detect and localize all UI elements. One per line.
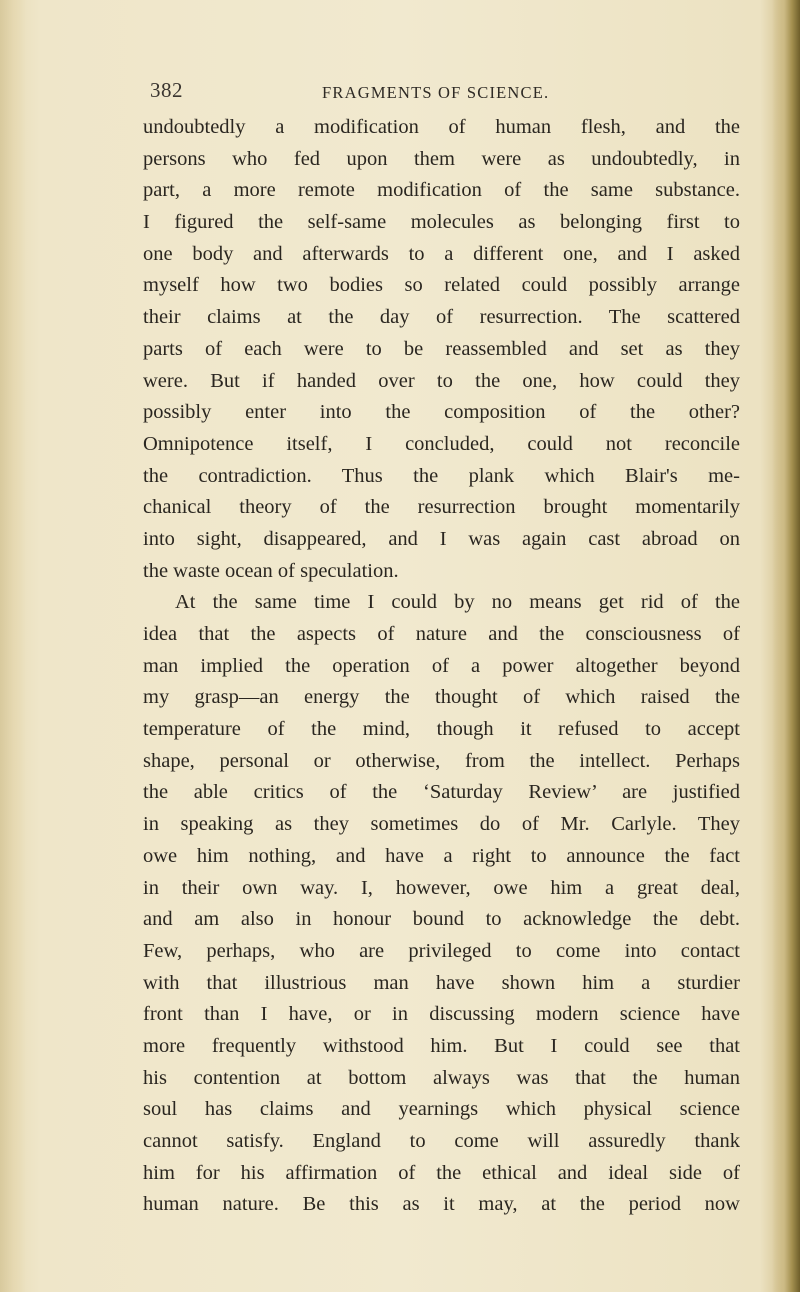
text-line: the contradiction. Thus the plank which Blair's me- <box>143 464 740 487</box>
text-line: front than I have, or in discussing modern science have <box>143 1003 740 1026</box>
text-line: chanical theory of the resurrection brought momentarily <box>143 496 740 519</box>
text-line: owe him nothing, and have a right to announce the fact <box>143 844 740 867</box>
text-line: soul has claims and yearnings which physical science <box>143 1098 740 1121</box>
text-line: Few, perhaps, who are privileged to come into contact <box>143 939 740 962</box>
text-line: I figured the self-same molecules as belonging first to <box>143 211 740 234</box>
text-line: undoubtedly a modification of human flesh, and the <box>143 116 740 138</box>
body-text <box>143 112 740 1221</box>
text-line: possibly enter into the composition of the other? <box>143 401 740 424</box>
text-line: shape, personal or otherwise, from the intellect. Perhaps <box>143 749 740 772</box>
text-line: their claims at the day of resurrection. The scattered <box>143 306 740 329</box>
page-header <box>0 78 800 108</box>
text-line: into sight, disappeared, and I was again cast abroad on <box>143 527 740 550</box>
text-line: cannot satisfy. England to come will assuredly thank <box>143 1130 740 1152</box>
page-gutter-shadow <box>0 0 26 1292</box>
text-line: my grasp—an energy the thought of which raised the <box>143 686 740 709</box>
text-line: his contention at bottom always was that the human <box>143 1066 740 1089</box>
paragraph-end-line: the waste ocean of speculation. <box>143 559 399 582</box>
text-line: persons who fed upon them were as undoubtedly, in <box>143 147 740 170</box>
running-head: FRAGMENTS OF SCIENCE. <box>322 83 550 102</box>
text-line: idea that the aspects of nature and the consciousness of <box>143 623 740 645</box>
text-line: more frequently withstood him. But I could see that <box>143 1034 740 1057</box>
text-line: the able critics of the ‘Saturday Review’ are justified <box>143 781 740 804</box>
text-line: Omnipotence itself, I concluded, could not reconcile <box>143 432 740 455</box>
text-line: temperature of the mind, though it refused to accept <box>143 718 740 741</box>
page-edge-shadow <box>772 0 800 1292</box>
page-number: 382 <box>150 78 183 102</box>
text-line: were. But if handed over to the one, how could they <box>143 369 740 392</box>
text-line: myself how two bodies so related could possibly arrange <box>143 274 740 297</box>
text-line: man implied the operation of a power altogether beyond <box>143 654 740 677</box>
text-line: in speaking as they sometimes do of Mr. Carlyle. They <box>143 813 740 836</box>
text-line: in their own way. I, however, owe him a great deal, <box>143 876 740 899</box>
text-line: him for his affirmation of the ethical and ideal side of <box>143 1161 740 1184</box>
text-line: and am also in honour bound to acknowledge the debt. <box>143 908 740 931</box>
text-line: human nature. Be this as it may, at the period now <box>143 1193 740 1216</box>
text-line: part, a more remote modification of the same substance. <box>143 179 740 202</box>
text-line: one body and afterwards to a different one, and I asked <box>143 242 740 265</box>
text-line: parts of each were to be reassembled and set as they <box>143 337 740 360</box>
paragraph-start-line: At the same time I could by no means get rid of the <box>175 591 740 614</box>
text-line: with that illustrious man have shown him a sturdier <box>143 971 740 994</box>
